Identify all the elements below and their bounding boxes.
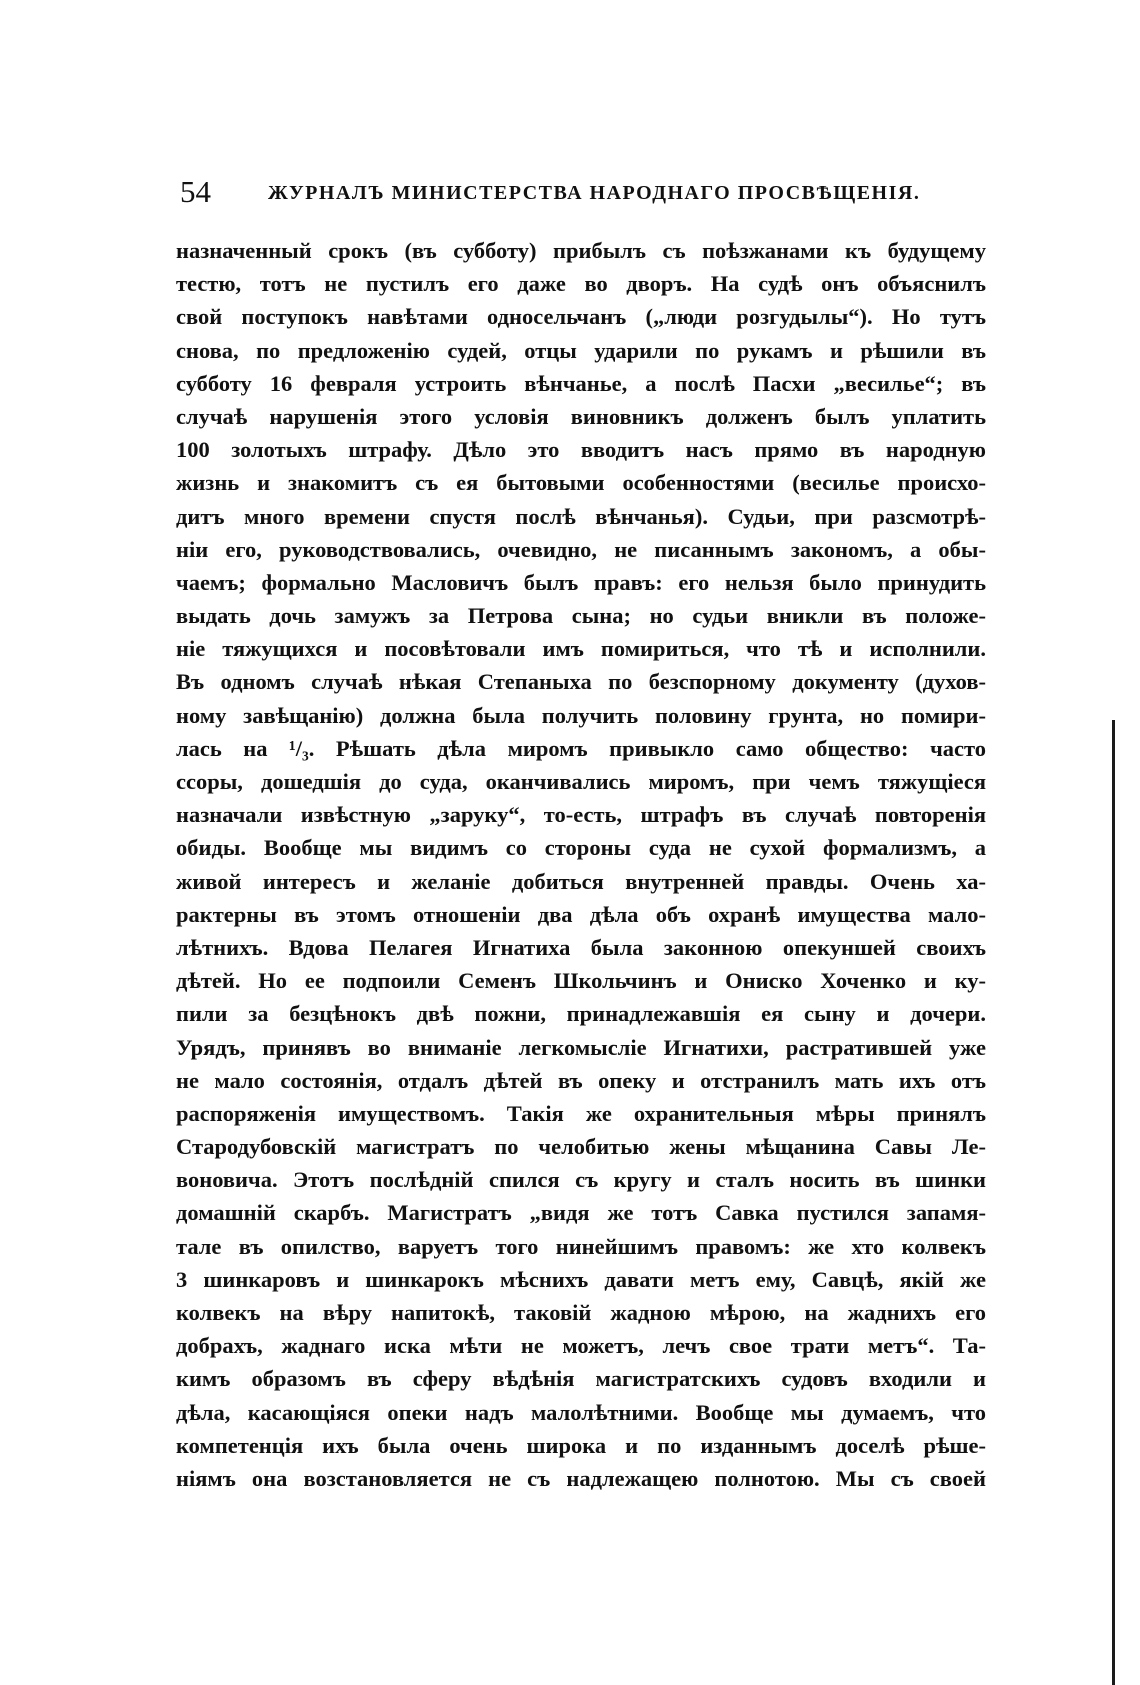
text-line: кимъ образомъ въ сферу вѣдѣнія магистратскихъ судовъ входили и [176, 1366, 986, 1392]
text-line: ссоры, дошедшія до суда, оканчивались миромъ, при чемъ тяжущіеся [176, 769, 986, 794]
text-line: дѣла, касающіяся опеки надъ малолѣтними. Вообще мы думаемъ, что [176, 1399, 986, 1425]
text-line: колвекъ на вѣру напитокѣ, таковій жадною мѣрою, на жаднихъ его [176, 1300, 986, 1325]
running-title: ЖУРНАЛЪ МИНИСТЕРСТВА НАРОДНАГО ПРОСВѢЩЕНІЯ. [268, 182, 921, 204]
text-line: ніямъ она возстановляется не съ надлежащею полнотою. Мы съ своей [176, 1465, 986, 1491]
text-line: живой интересъ и желаніе добиться внутренней правды. Очень ха- [176, 868, 986, 894]
text-line: компетенція ихъ была очень широка и по изданнымъ доселѣ рѣше- [176, 1432, 986, 1458]
text-line: лась на ¹/₃. Рѣшать дѣла миромъ привыкло само общество: часто [176, 735, 986, 761]
text-line: субботу 16 февраля устроить вѣнчанье, а послѣ Пасхи „весилье“; въ [176, 370, 986, 396]
text-line: добрахъ, жаднаго иска мѣти не можетъ, лечъ свое трати метъ“. Та- [176, 1333, 986, 1359]
scan-edge-rule [1112, 720, 1115, 1685]
text-line: чаемъ; формально Масловичъ былъ правъ: его нельзя было принудить [176, 569, 986, 595]
text-line: 100 золотыхъ штрафу. Дѣло это вводитъ насъ прямо въ народную [176, 437, 986, 463]
text-line: жизнь и знакомитъ съ ея бытовыми особенностями (весилье происхо- [176, 470, 986, 496]
text-line: ніи его, руководствовались, очевидно, не писаннымъ закономъ, а обы- [176, 536, 986, 562]
text-line: воновича. Этотъ послѣдній спился съ кругу и сталъ носить въ шинки [176, 1167, 986, 1193]
text-line: Стародубовскій магистратъ по челобитью жены мѣщанина Савы Ле- [176, 1134, 986, 1160]
text-line: назначенный срокъ (въ субботу) прибылъ съ поѣзжанами къ будущему [176, 238, 986, 263]
text-line: лѣтнихъ. Вдова Пелагея Игнатиха была законною опекуншей своихъ [176, 934, 986, 960]
text-line: дитъ много времени спустя послѣ вѣнчанья). Судьи, при разсмотрѣ- [176, 503, 986, 529]
text-line: ному завѣщанію) должна была получить половину грунта, но помири- [176, 702, 986, 728]
text-line: домашній скарбъ. Магистратъ „видя же тотъ Савка пустился запамя- [176, 1200, 986, 1226]
text-line: ніе тяжущихся и посовѣтовали имъ помириться, что тѣ и исполнили. [176, 636, 986, 662]
text-line: 3 шинкаровъ и шинкарокъ мѣснихъ давати метъ ему, Савцѣ, якій же [176, 1266, 986, 1292]
text-line: выдать дочь замужъ за Петрова сына; но судьи вникли въ положе- [176, 603, 986, 629]
text-line: не мало состоянія, отдалъ дѣтей въ опеку и отстранилъ мать ихъ отъ [176, 1067, 986, 1093]
text-line: случаѣ нарушенія этого условія виновникъ долженъ былъ уплатить [176, 403, 986, 429]
text-line: снова, по предложенію судей, отцы ударили по рукамъ и рѣшили въ [176, 337, 986, 363]
text-line: свой поступокъ навѣтами односельчанъ („люди розгудылы“). Но тутъ [176, 304, 986, 330]
page-number: 54 [180, 174, 211, 209]
text-line: дѣтей. Но ее подпоили Семенъ Школьчинъ и Ониско Хоченко и ку- [176, 968, 986, 994]
text-line: рактерны въ этомъ отношеніи два дѣла объ охранѣ имущества мало- [176, 901, 986, 927]
text-line: Въ одномъ случаѣ нѣкая Степаныха по безспорному документу (духов- [176, 669, 986, 695]
text-line: распоряженія имуществомъ. Такія же охранительныя мѣры принялъ [176, 1100, 986, 1126]
text-line: Урядъ, принявъ во вниманіе легкомысліе Игнатихи, растратившей уже [176, 1034, 986, 1060]
page-header [180, 172, 980, 212]
text-line: назначали извѣстную „заруку“, то-есть, штрафъ въ случаѣ повторенія [176, 802, 986, 828]
text-line: обиды. Вообще мы видимъ со стороны суда не сухой формализмъ, а [176, 835, 986, 861]
body-text [176, 234, 986, 1495]
text-line: пили за безцѣнокъ двѣ пожни, принадлежавшія ея сыну и дочери. [176, 1001, 986, 1027]
text-line: тале въ опилство, варуетъ того нинейшимъ правомъ: же хто колвекъ [176, 1233, 986, 1259]
text-line: тестю, тотъ не пустилъ его даже во дворъ. На судѣ онъ объяснилъ [176, 271, 986, 297]
